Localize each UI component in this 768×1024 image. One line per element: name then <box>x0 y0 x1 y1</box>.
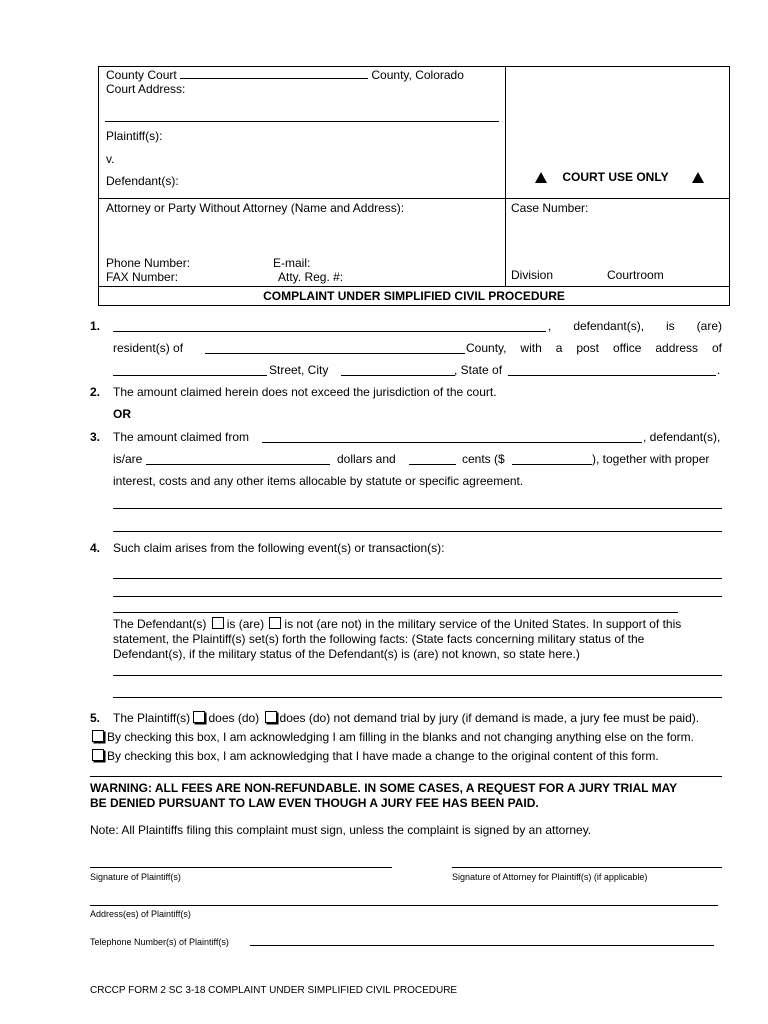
address-line[interactable] <box>90 905 718 906</box>
ack-no-changes-checkbox[interactable] <box>92 730 104 742</box>
military-text: is not (are not) in the military service of the United States. In support of this <box>284 617 682 631</box>
item1-text: Street, City <box>269 363 329 377</box>
defendant-from-blank[interactable] <box>262 442 642 443</box>
item3-blank-line[interactable] <box>113 531 722 532</box>
plaintiff-signature-line[interactable] <box>90 867 392 868</box>
item1-text: , State of <box>454 363 503 377</box>
caption-divider <box>99 286 729 287</box>
triangle-up-icon <box>692 172 704 183</box>
military-text: statement, the Plaintiff(s) set(s) forth the following facts: (State facts concerning military status of the <box>113 632 645 646</box>
form-footer: CRCCP FORM 2 SC 3-18 COMPLAINT UNDER SIMPLIFIED CIVIL PROCEDURE <box>90 985 458 996</box>
attorney-signature-label: Signature of Attorney for Plaintiff(s) (if applicable) <box>452 872 648 882</box>
item5-text: The Plaintiff(s) <box>113 711 191 725</box>
court-use-only-label: COURT USE ONLY <box>562 170 669 184</box>
dollars-blank[interactable] <box>146 464 330 465</box>
item-number: 2. <box>90 385 101 399</box>
item4-blank-line[interactable] <box>113 612 678 613</box>
case-number-label: Case Number: <box>511 201 589 215</box>
plaintiff-signature-label: Signature of Plaintiff(s) <box>90 872 181 882</box>
attorney-signature-line[interactable] <box>452 867 722 868</box>
caption-divider <box>99 198 729 199</box>
item1-text: , defendant(s), is (are) <box>548 319 722 333</box>
form-title: COMPLAINT UNDER SIMPLIFIED CIVIL PROCEDURE <box>263 289 565 303</box>
court-address-blank[interactable] <box>105 121 499 122</box>
military-text: is (are) <box>226 617 265 631</box>
no-jury-checkbox[interactable] <box>265 711 277 723</box>
triangle-up-icon <box>535 172 547 183</box>
military-blank-line[interactable] <box>113 697 722 698</box>
city-blank[interactable] <box>341 375 455 376</box>
item4-blank-line[interactable] <box>113 578 722 579</box>
item-number: 4. <box>90 541 101 555</box>
item1-text: . <box>717 363 721 377</box>
fax-label: FAX Number: <box>106 270 179 284</box>
atty-reg-label: Atty. Reg. #: <box>278 270 344 284</box>
email-label: E-mail: <box>273 256 311 270</box>
ack-line-2 <box>92 749 659 763</box>
item2-text: The amount claimed herein does not exceed the jurisdiction of the court. <box>113 385 497 399</box>
county-of-residence-blank[interactable] <box>205 353 465 354</box>
item1-text: resident(s) of <box>113 341 184 355</box>
item3-text: is/are <box>113 452 143 466</box>
item-number: 5. <box>90 711 101 725</box>
county-blank[interactable] <box>180 67 368 79</box>
item3-text: ), together with proper <box>592 452 710 466</box>
item3-text: cents ($ <box>462 452 505 466</box>
item3-blank-line[interactable] <box>113 508 722 509</box>
warning-text: WARNING: ALL FEES ARE NON-REFUNDABLE. IN SOME CASES, A REQUEST FOR A JURY TRIAL MAY <box>90 781 678 795</box>
ack-text: By checking this box, I am acknowledging that I have made a change to the original content of this form. <box>107 749 659 763</box>
note-text: Note: All Plaintiffs filing this complaint must sign, unless the complaint is signed by an attorney. <box>90 823 592 837</box>
military-text: The Defendant(s) <box>113 617 207 631</box>
or-label: OR <box>113 407 131 421</box>
county-court-line <box>106 67 464 82</box>
item3-text: interest, costs and any other items allocable by statute or specific agreement. <box>113 474 524 488</box>
item3-text: , defendant(s), <box>643 430 721 444</box>
court-use-only <box>535 170 704 184</box>
jury-demand-line <box>113 711 699 725</box>
division-label: Division <box>511 268 554 282</box>
state-blank[interactable] <box>508 375 716 376</box>
item4-text: Such claim arises from the following event(s) or transaction(s): <box>113 541 445 555</box>
is-not-military-checkbox[interactable] <box>269 617 281 629</box>
demand-jury-checkbox[interactable] <box>193 711 205 723</box>
defendant-name-blank[interactable] <box>113 331 546 332</box>
defendants-label: Defendant(s): <box>106 174 179 188</box>
phone-label: Phone Number: <box>106 256 191 270</box>
item5-text: does (do) <box>208 711 260 725</box>
item5-text: does (do) not demand trial by jury (if demand is made, a jury fee must be paid). <box>279 711 700 725</box>
caption-table <box>98 66 730 306</box>
caption-vertical-divider <box>505 67 506 286</box>
court-address-label: Court Address: <box>106 82 186 96</box>
military-status-line <box>113 617 681 631</box>
plaintiffs-label: Plaintiff(s): <box>106 129 163 143</box>
item4-blank-line[interactable] <box>113 596 722 597</box>
item-number: 1. <box>90 319 101 333</box>
telephone-line[interactable] <box>250 945 714 946</box>
item3-text: The amount claimed from <box>113 430 250 444</box>
county-court-label: County Court <box>106 68 177 82</box>
item1-text: County, with a post office address of <box>466 341 722 355</box>
telephone-label: Telephone Number(s) of Plaintiff(s) <box>90 937 229 947</box>
warning-rule <box>90 776 722 777</box>
ack-text: By checking this box, I am acknowledging I am filling in the blanks and not changing anything else on the form. <box>107 730 695 744</box>
versus-label: v. <box>106 152 115 166</box>
item-number: 3. <box>90 430 101 444</box>
is-military-checkbox[interactable] <box>212 617 224 629</box>
ack-changes-checkbox[interactable] <box>92 749 104 761</box>
amount-blank[interactable] <box>512 464 592 465</box>
courtroom-label: Courtroom <box>607 268 664 282</box>
military-text: Defendant(s), if the military status of the Defendant(s) is (are) not known, so state here.) <box>113 647 580 661</box>
cents-blank[interactable] <box>409 464 456 465</box>
warning-text: BE DENIED PURSUANT TO LAW EVEN THOUGH A JURY FEE HAS BEEN PAID. <box>90 796 539 810</box>
ack-line-1 <box>92 730 694 744</box>
military-blank-line[interactable] <box>113 675 722 676</box>
item3-text: dollars and <box>337 452 396 466</box>
address-label: Address(es) of Plaintiff(s) <box>90 909 191 919</box>
street-blank[interactable] <box>113 375 267 376</box>
attorney-label: Attorney or Party Without Attorney (Name and Address): <box>106 201 405 215</box>
county-colorado-label: County, Colorado <box>371 68 464 82</box>
